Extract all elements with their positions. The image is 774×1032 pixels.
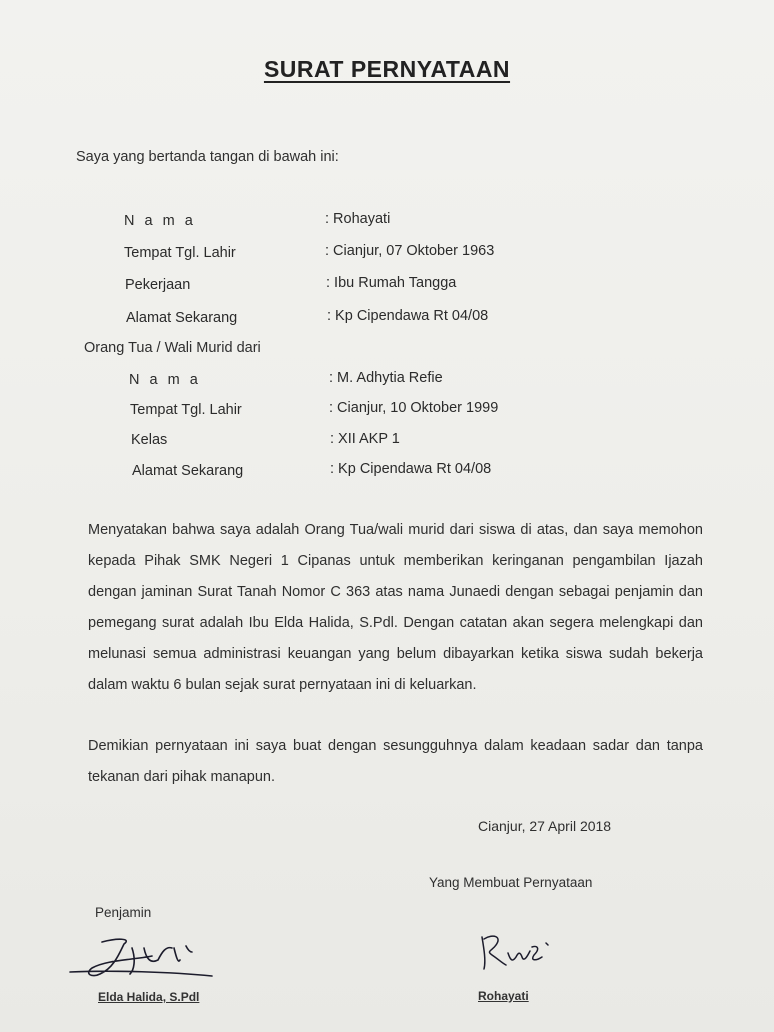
- parent-birth-label: Tempat Tgl. Lahir: [124, 245, 236, 261]
- student-address-value: : Kp Cipendawa Rt 04/08: [330, 461, 492, 477]
- student-birth-label: Tempat Tgl. Lahir: [130, 402, 242, 418]
- student-class-value: : XII AKP 1: [330, 431, 400, 447]
- maker-label: Yang Membuat Pernyataan: [429, 875, 593, 890]
- parent-address-label: Alamat Sekarang: [126, 310, 238, 326]
- guarantor-signature: [62, 930, 222, 990]
- letter-title: SURAT PERNYATAAN: [263, 56, 511, 82]
- parent-address-value: : Kp Cipendawa Rt 04/08: [327, 308, 489, 324]
- guarantor-label: Penjamin: [95, 905, 152, 920]
- parent-job-label: Pekerjaan: [125, 277, 191, 293]
- maker-name: Rohayati: [478, 989, 529, 1003]
- place-date: Cianjur, 27 April 2018: [478, 818, 612, 834]
- parent-job-value: : Ibu Rumah Tangga: [326, 275, 457, 291]
- statement-paragraph: Menyatakan bahwa saya adalah Orang Tua/wali murid dari siswa di atas, dan saya memohon kepada Pihak SMK Negeri 1 Cipanas untuk memberikan keringanan pengambilan Ijazah dengan jaminan Surat Tanah Nomor C 363 atas nama Junaedi dengan sebagai penjamin dan pemegang surat adalah Ibu Elda Halida, S.Pdl. Dengan catatan akan segera melengkapi dan melunasi semua administrasi keuangan yang belum dibayarkan ketika siswa sudah bekerja dalam waktu 6 bulan sejak surat pernyataan ini di keluarkan.: [88, 522, 703, 693]
- maker-signature: [468, 925, 568, 985]
- student-name-label: N a m a: [129, 372, 201, 388]
- parent-name-value: : Rohayati: [325, 211, 391, 227]
- student-birth-value: : Cianjur, 10 Oktober 1999: [329, 400, 499, 416]
- student-name-value: : M. Adhytia Refie: [329, 370, 443, 386]
- student-class-label: Kelas: [131, 432, 168, 448]
- guardian-heading: Orang Tua / Wali Murid dari: [84, 340, 261, 356]
- student-address-label: Alamat Sekarang: [132, 463, 244, 479]
- intro-text: Saya yang bertanda tangan di bawah ini:: [76, 149, 339, 165]
- guarantor-name: Elda Halida, S.Pdl: [98, 990, 200, 1004]
- parent-name-label: N a m a: [124, 213, 196, 229]
- parent-birth-value: : Cianjur, 07 Oktober 1963: [325, 243, 495, 259]
- closing-paragraph: Demikian pernyataan ini saya buat dengan sesungguhnya dalam keadaan sadar dan tanpa tekanan dari pihak manapun.: [88, 738, 703, 785]
